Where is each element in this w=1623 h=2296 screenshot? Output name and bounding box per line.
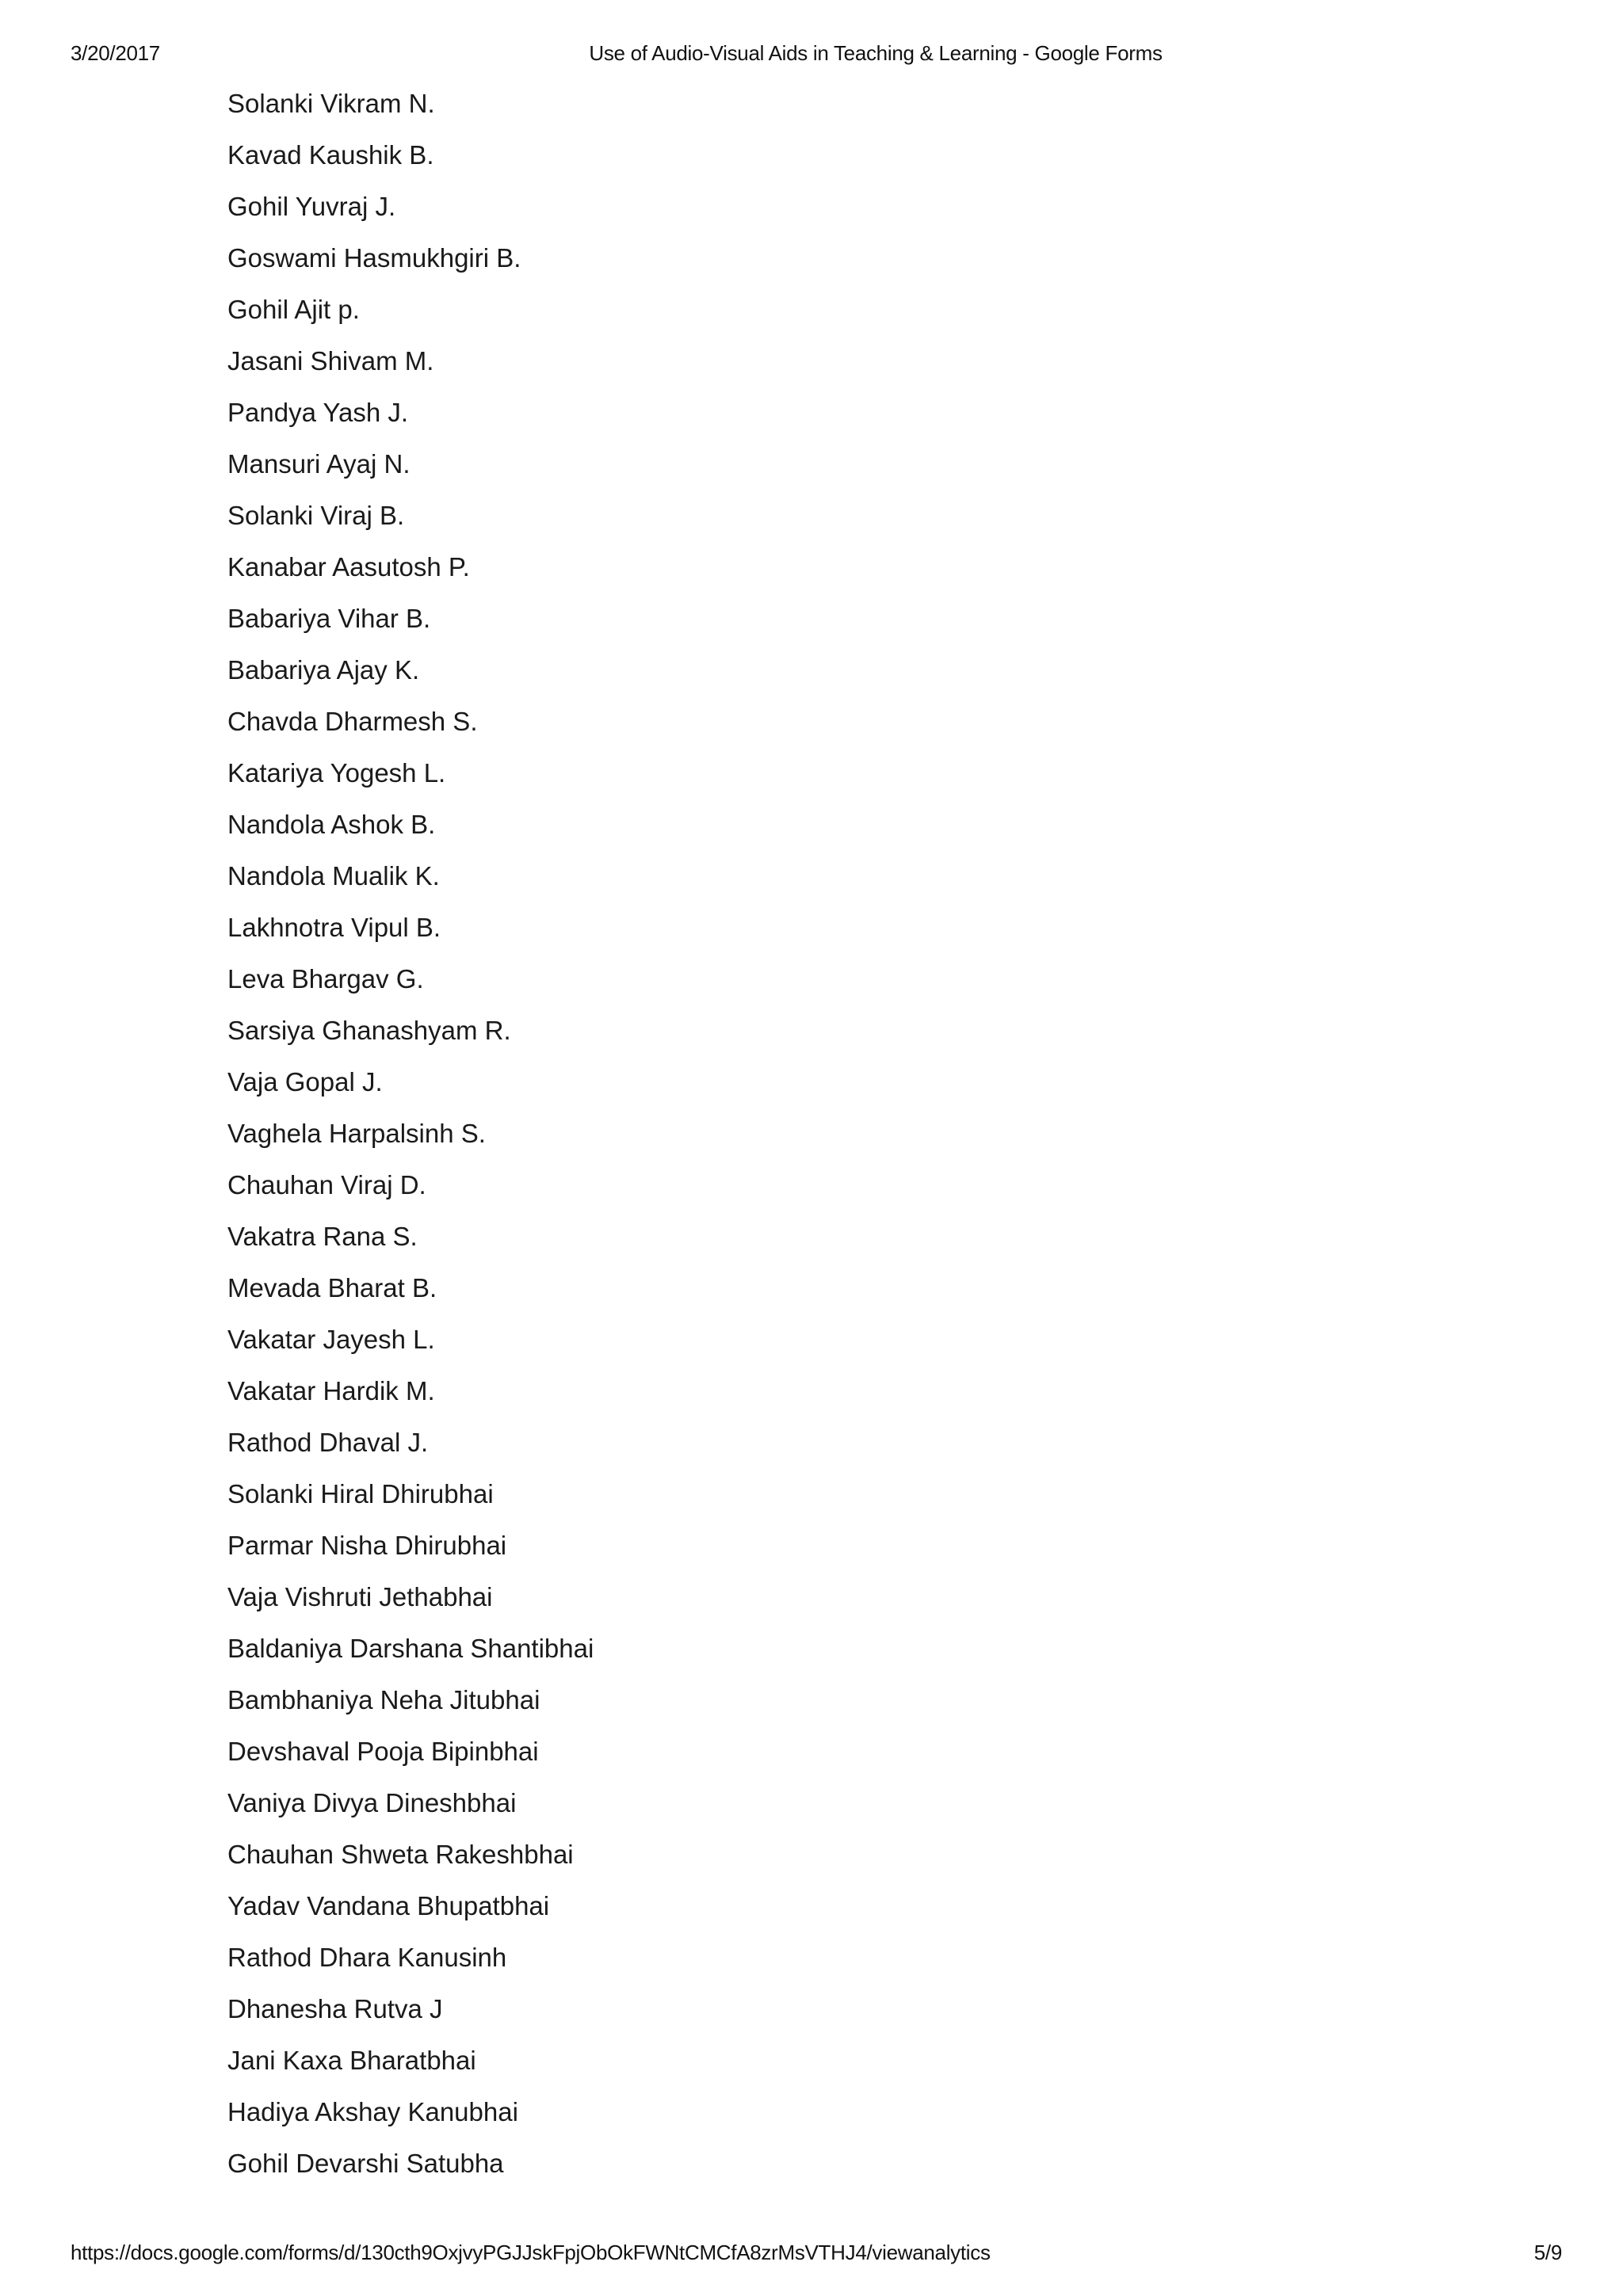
list-item: Vaja Gopal J. xyxy=(227,1067,383,1097)
list-item: Solanki Hiral Dhirubhai xyxy=(227,1479,494,1508)
list-item: Rathod Dhara Kanusinh xyxy=(227,1943,507,1972)
list-item: Leva Bhargav G. xyxy=(227,964,424,994)
list-item: Solanki Vikram N. xyxy=(227,89,435,118)
list-item: Sarsiya Ghanashyam R. xyxy=(227,1016,511,1045)
list-item: Vaniya Divya Dineshbhai xyxy=(227,1788,517,1817)
response-name-list xyxy=(227,82,594,2194)
list-item: Baldaniya Darshana Shantibhai xyxy=(227,1634,594,1663)
list-item: Vaghela Harpalsinh S. xyxy=(227,1119,486,1148)
list-item: Hadiya Akshay Kanubhai xyxy=(227,2097,518,2126)
list-item: Rathod Dhaval J. xyxy=(227,1428,429,1457)
list-item: Babariya Ajay K. xyxy=(227,655,420,685)
list-item: Vakatra Rana S. xyxy=(227,1222,418,1251)
list-item: Devshaval Pooja Bipinbhai xyxy=(227,1737,539,1766)
list-item: Dhanesha Rutva J xyxy=(227,1994,443,2023)
list-item: Mansuri Ayaj N. xyxy=(227,449,411,479)
list-item: Vakatar Hardik M. xyxy=(227,1376,435,1405)
list-item: Bambhaniya Neha Jitubhai xyxy=(227,1685,540,1714)
list-item: Nandola Ashok B. xyxy=(227,810,436,839)
list-item: Solanki Viraj B. xyxy=(227,501,405,530)
list-item: Chauhan Shweta Rakeshbhai xyxy=(227,1840,574,1869)
list-item: Chavda Dharmesh S. xyxy=(227,707,478,736)
list-item: Gohil Devarshi Satubha xyxy=(227,2149,504,2178)
page-url: https://docs.google.com/forms/d/130cth9OxjvyPGJJskFpjObOkFWNtCMCfA8zrMsVTHJ4/viewanalytics xyxy=(71,2241,991,2264)
list-item: Vakatar Jayesh L. xyxy=(227,1325,435,1354)
list-item: Kanabar Aasutosh P. xyxy=(227,552,470,582)
list-item: Gohil Ajit p. xyxy=(227,295,360,324)
list-item: Katariya Yogesh L. xyxy=(227,758,446,788)
list-item: Lakhnotra Vipul B. xyxy=(227,913,441,942)
list-item: Jani Kaxa Bharatbhai xyxy=(227,2046,476,2075)
list-item: Jasani Shivam M. xyxy=(227,346,434,376)
list-item: Goswami Hasmukhgiri B. xyxy=(227,243,521,273)
list-item: Nandola Mualik K. xyxy=(227,861,440,891)
list-item: Gohil Yuvraj J. xyxy=(227,192,396,221)
page-number: 5/9 xyxy=(1533,2241,1562,2264)
list-item: Babariya Vihar B. xyxy=(227,604,431,633)
list-item: Chauhan Viraj D. xyxy=(227,1170,426,1199)
list-item: Vaja Vishruti Jethabhai xyxy=(227,1582,493,1611)
list-item: Parmar Nisha Dhirubhai xyxy=(227,1531,507,1560)
list-item: Pandya Yash J. xyxy=(227,398,409,427)
page-title: Use of Audio-Visual Aids in Teaching & Learning - Google Forms xyxy=(589,41,1163,65)
list-item: Mevada Bharat B. xyxy=(227,1273,437,1302)
list-item: Yadav Vandana Bhupatbhai xyxy=(227,1891,550,1920)
list-item: Kavad Kaushik B. xyxy=(227,140,434,170)
print-date: 3/20/2017 xyxy=(71,41,160,65)
